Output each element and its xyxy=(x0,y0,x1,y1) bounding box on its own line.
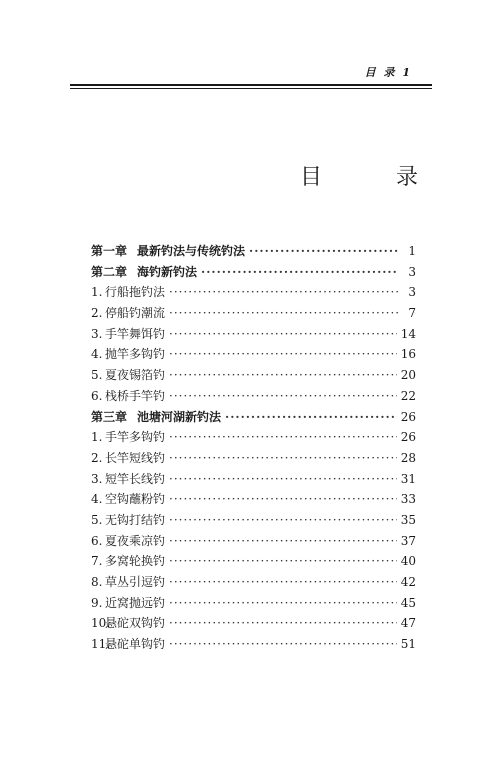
header-rule-thick xyxy=(70,84,432,86)
toc-entry-number: 3. xyxy=(91,471,103,486)
toc-entry-page: 33 xyxy=(400,492,416,507)
toc-entry-number: 2. xyxy=(91,306,103,321)
toc-entry-page: 1 xyxy=(408,244,416,258)
toc-entry-page: 45 xyxy=(400,595,416,610)
toc-entry-page: 26 xyxy=(400,409,416,424)
toc-item-row xyxy=(91,428,416,449)
toc-item-row xyxy=(91,594,416,615)
toc-item-row xyxy=(91,573,416,594)
toc-entry-label: 最新钓法与传统钓法 xyxy=(137,244,246,258)
toc-entry-number: 第一章 xyxy=(91,244,128,258)
toc-item-row xyxy=(91,449,416,470)
toc-entry-page: 26 xyxy=(400,430,416,445)
toc-entry-number: 第二章 xyxy=(91,264,128,279)
toc-entry-page: 31 xyxy=(400,471,416,486)
toc-item-row xyxy=(91,304,416,325)
toc-entry-number: 4. xyxy=(91,347,103,362)
toc-leader-dots xyxy=(169,492,397,506)
toc-entry-page: 35 xyxy=(400,512,416,527)
toc-leader-dots xyxy=(169,616,397,630)
toc-entry-number: 4. xyxy=(91,492,103,507)
toc-entry-label: 悬砣单钩钓 xyxy=(105,637,166,652)
toc-leader-dots xyxy=(169,430,397,444)
toc-item-row xyxy=(91,283,416,304)
toc-entry-number: 9. xyxy=(91,595,103,610)
toc-item-row xyxy=(91,325,416,346)
toc-leader-dots xyxy=(169,472,397,486)
toc-leader-dots xyxy=(169,637,397,651)
toc-leader-dots xyxy=(169,513,397,527)
toc-leader-dots xyxy=(169,368,397,382)
toc-entry-number: 1. xyxy=(91,285,103,300)
title-char-1: 目 xyxy=(300,165,323,190)
toc-item-row xyxy=(91,470,416,491)
toc-item-row xyxy=(91,490,416,511)
page-title xyxy=(300,160,418,191)
toc-entry-number: 第三章 xyxy=(91,409,128,424)
toc-leader-dots xyxy=(169,451,397,465)
toc-entry-label: 近窝抛远钓 xyxy=(105,595,166,610)
page-number: 1 xyxy=(402,66,412,79)
toc-item-row xyxy=(91,366,416,387)
toc-chapter-row xyxy=(91,408,416,429)
toc-entry-label: 池塘河湖新钓法 xyxy=(137,409,222,424)
toc-leader-dots xyxy=(249,244,398,258)
toc-entry-number: 1. xyxy=(91,430,103,445)
toc-entry-page: 22 xyxy=(400,388,416,403)
toc-entry-page: 7 xyxy=(408,306,416,321)
toc-entry-page: 20 xyxy=(400,368,416,383)
toc-leader-dots xyxy=(225,410,397,424)
toc-entry-page: 42 xyxy=(400,575,416,589)
toc-entry-label: 手竿舞饵钓 xyxy=(105,326,166,341)
toc-leader-dots xyxy=(169,596,397,610)
table-of-contents xyxy=(91,242,416,656)
title-char-2: 录 xyxy=(395,165,418,190)
toc-entry-number: 6. xyxy=(91,388,103,403)
toc-entry-page: 47 xyxy=(400,616,416,631)
toc-entry-label: 草丛引逗钓 xyxy=(105,575,166,589)
toc-entry-number: 6. xyxy=(91,533,103,548)
toc-entry-label: 海钓新钓法 xyxy=(137,264,198,279)
toc-entry-number: 8. xyxy=(91,575,103,589)
toc-entry-label: 抛竿多钩钓 xyxy=(105,347,166,362)
toc-entry-label: 行船拖钓法 xyxy=(105,285,166,300)
toc-item-row xyxy=(91,635,416,656)
toc-entry-label: 空钩蘸粉钓 xyxy=(105,492,166,507)
toc-chapter-row xyxy=(91,263,416,284)
toc-entry-label: 短竿长线钓 xyxy=(105,471,166,486)
toc-entry-label: 无钩打结钓 xyxy=(105,512,166,527)
toc-entry-number: 11. xyxy=(91,637,111,652)
toc-entry-page: 37 xyxy=(400,533,416,548)
toc-entry-label: 手竿多钩钓 xyxy=(105,430,166,445)
toc-entry-number: 10. xyxy=(91,616,111,631)
toc-leader-dots xyxy=(169,554,397,568)
toc-entry-page: 3 xyxy=(408,285,416,300)
toc-entry-page: 28 xyxy=(400,450,416,465)
toc-leader-dots xyxy=(169,575,397,589)
toc-item-row xyxy=(91,614,416,635)
running-title: 目 录 xyxy=(364,66,397,79)
toc-item-row xyxy=(91,345,416,366)
toc-leader-dots xyxy=(169,534,397,548)
toc-item-row xyxy=(91,532,416,553)
toc-entry-page: 14 xyxy=(400,326,416,341)
toc-item-row xyxy=(91,511,416,532)
toc-entry-label: 夏夜乘凉钓 xyxy=(105,533,166,548)
toc-leader-dots xyxy=(201,265,398,279)
toc-entry-number: 5. xyxy=(91,368,103,383)
toc-leader-dots xyxy=(169,306,398,320)
toc-leader-dots xyxy=(169,327,397,341)
toc-entry-number: 7. xyxy=(91,554,103,569)
toc-entry-label: 夏夜锡箔钓 xyxy=(105,368,166,383)
toc-entry-page: 40 xyxy=(400,554,416,569)
toc-entry-label: 长竿短线钓 xyxy=(105,450,166,465)
toc-entry-label: 多窝轮换钓 xyxy=(105,554,166,569)
toc-entry-label: 停船钓潮流 xyxy=(105,306,166,321)
toc-chapter-row xyxy=(91,242,416,263)
toc-entry-number: 3. xyxy=(91,326,103,341)
toc-leader-dots xyxy=(169,285,398,299)
toc-entry-label: 悬砣双钩钓 xyxy=(105,616,166,631)
toc-entry-number: 5. xyxy=(91,512,103,527)
toc-leader-dots xyxy=(169,347,397,361)
header-rule-thin xyxy=(70,88,432,89)
toc-entry-page: 3 xyxy=(408,264,416,279)
running-header xyxy=(365,64,412,80)
toc-entry-label: 栈桥手竿钓 xyxy=(105,388,166,403)
toc-item-row xyxy=(91,387,416,408)
toc-entry-number: 2. xyxy=(91,450,103,465)
toc-item-row xyxy=(91,552,416,573)
toc-leader-dots xyxy=(169,389,397,403)
toc-entry-page: 16 xyxy=(400,347,416,362)
toc-entry-page: 51 xyxy=(400,637,416,652)
